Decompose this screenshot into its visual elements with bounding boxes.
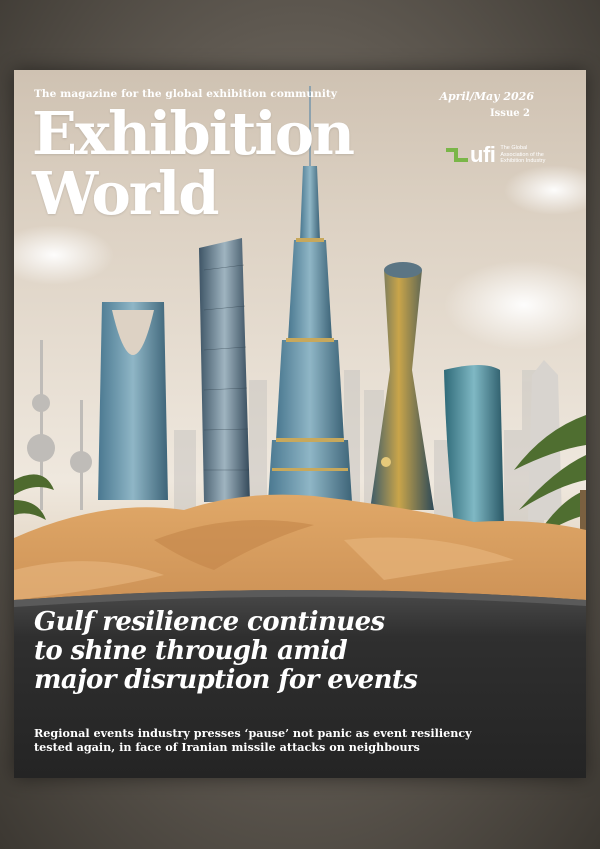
magazine-cover <box>14 70 586 778</box>
ufi-mark-icon <box>446 148 468 162</box>
cover-headline <box>34 608 554 695</box>
cloud <box>444 260 586 350</box>
magazine-title <box>32 99 354 228</box>
headline-line: major disruption for events <box>34 665 418 695</box>
ufi-logo <box>446 142 562 168</box>
title-line: World <box>32 159 218 228</box>
ufi-subtitle: The Global Association of the Exhibition Industry <box>500 145 546 165</box>
cover-tagline: The magazine for the global exhibition community <box>34 88 338 100</box>
standfirst-line: tested again, in face of Iranian missile attacks on neighbours <box>34 740 420 754</box>
cover-standfirst <box>34 726 564 754</box>
issue-number: Issue 2 <box>490 108 531 119</box>
standfirst-line: Regional events industry presses ‘pause’ not panic as event resiliency <box>34 726 472 740</box>
ufi-wordmark: ufi <box>470 142 496 167</box>
issue-date: April/May 2026 <box>439 90 534 103</box>
curved-tower <box>444 365 504 525</box>
cloud <box>504 165 586 215</box>
cayan-tower <box>199 238 250 502</box>
title-line: Exhibition <box>32 99 354 168</box>
headline-line: to shine through amid <box>34 636 348 666</box>
cloud <box>14 225 114 285</box>
palm-left <box>14 474 54 520</box>
headline-line: Gulf resilience continues <box>34 607 385 637</box>
torch-tower <box>370 264 434 510</box>
